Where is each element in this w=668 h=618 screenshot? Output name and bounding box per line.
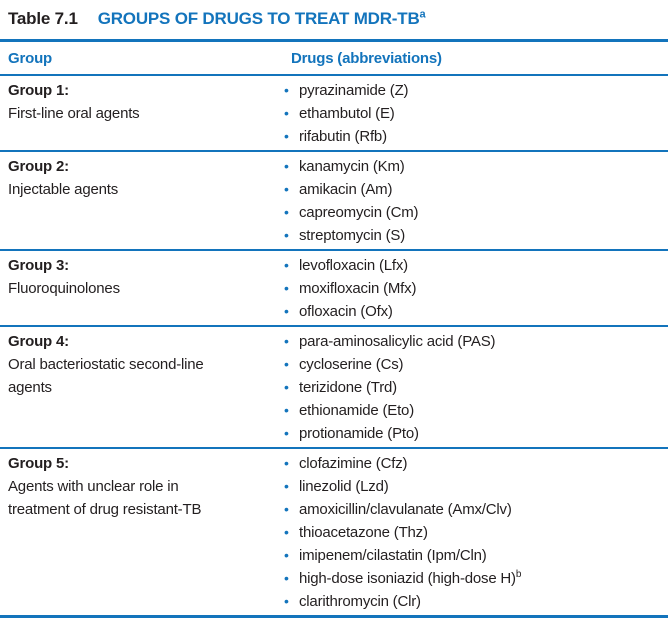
drug-list	[281, 155, 668, 247]
drug-text: para-aminosalicylic acid (PAS)	[299, 333, 496, 350]
drug-text: clarithromycin (Clr)	[299, 593, 421, 610]
drug-text: terizidone (Trd)	[299, 379, 397, 396]
bullet-icon: •	[284, 501, 289, 517]
bullet-icon: •	[284, 478, 289, 494]
group-cell	[0, 254, 281, 323]
drug-text: amikacin (Am)	[299, 181, 393, 198]
group-cell-text	[8, 254, 228, 300]
drug-text: ofloxacin (Ofx)	[299, 303, 393, 320]
bullet-icon: •	[284, 402, 289, 418]
drug-text: thioacetazone (Thz)	[299, 524, 428, 541]
drug-item	[281, 590, 668, 613]
bullet-icon: •	[284, 425, 289, 441]
table-body	[0, 76, 668, 618]
drug-text: protionamide (Pto)	[299, 425, 419, 442]
drug-item	[281, 178, 668, 201]
drug-item	[281, 376, 668, 399]
drug-item	[281, 254, 668, 277]
drug-text: streptomycin (S)	[299, 227, 405, 244]
group-description: First-line oral agents	[8, 105, 140, 122]
drug-list	[281, 79, 668, 148]
drug-text: pyrazinamide (Z)	[299, 82, 409, 99]
bullet-icon: •	[284, 455, 289, 471]
bullet-icon: •	[284, 257, 289, 273]
bullet-icon: •	[284, 593, 289, 609]
table-title-superscript: a	[419, 8, 426, 21]
bullet-icon: •	[284, 128, 289, 144]
drug-text: clofazimine (Cfz)	[299, 455, 408, 472]
bullet-icon: •	[284, 333, 289, 349]
table-title	[98, 9, 426, 28]
drug-item	[281, 102, 668, 125]
table-row	[0, 449, 668, 618]
drug-text: ethionamide (Eto)	[299, 402, 414, 419]
drug-item	[281, 567, 668, 590]
bullet-icon: •	[284, 105, 289, 121]
drug-item	[281, 79, 668, 102]
drug-text: moxifloxacin (Mfx)	[299, 280, 417, 297]
drug-text: high-dose isoniazid (high-dose H)	[299, 570, 516, 587]
column-header-group: Group	[8, 50, 52, 67]
group-description: Oral bacteriostatic second-line agents	[8, 356, 204, 396]
drug-item	[281, 521, 668, 544]
drug-text: linezolid (Lzd)	[299, 478, 389, 495]
group-name: Group 1:	[8, 82, 69, 99]
group-description: Fluoroquinolones	[8, 280, 120, 297]
bullet-icon: •	[284, 570, 289, 586]
drug-item	[281, 330, 668, 353]
table-header-row	[0, 39, 668, 76]
group-name: Group 3:	[8, 257, 69, 274]
group-cell	[0, 79, 281, 148]
drug-item	[281, 475, 668, 498]
drug-list	[281, 452, 668, 613]
bullet-icon: •	[284, 379, 289, 395]
drug-text: cycloserine (Cs)	[299, 356, 404, 373]
drug-text: levofloxacin (Lfx)	[299, 257, 408, 274]
drug-superscript: b	[515, 569, 522, 580]
drug-item	[281, 201, 668, 224]
bullet-icon: •	[284, 227, 289, 243]
group-cell	[0, 330, 281, 445]
table-row	[0, 327, 668, 449]
drug-item	[281, 544, 668, 567]
drug-item	[281, 353, 668, 376]
bullet-icon: •	[284, 204, 289, 220]
group-description: Agents with unclear role in treatment of drug resistant-TB	[8, 478, 202, 518]
drug-item	[281, 452, 668, 475]
bullet-icon: •	[284, 158, 289, 174]
drug-list	[281, 254, 668, 323]
bullet-icon: •	[284, 303, 289, 319]
group-cell	[0, 452, 281, 613]
drug-item	[281, 125, 668, 148]
table-label: Table 7.1	[8, 9, 78, 28]
table-title-text: GROUPS OF DRUGS TO TREAT MDR-TB	[97, 9, 420, 28]
column-header-drugs: Drugs (abbreviations)	[291, 50, 442, 67]
drug-text: imipenem/cilastatin (Ipm/Cln)	[299, 547, 487, 564]
drug-item	[281, 422, 668, 445]
drug-item	[281, 224, 668, 247]
table-row	[0, 76, 668, 152]
group-name: Group 5:	[8, 455, 69, 472]
table-row	[0, 251, 668, 327]
drug-item	[281, 498, 668, 521]
drug-item	[281, 277, 668, 300]
bullet-icon: •	[284, 547, 289, 563]
drug-item	[281, 399, 668, 422]
group-cell	[0, 155, 281, 247]
group-description: Injectable agents	[8, 181, 119, 198]
bullet-icon: •	[284, 524, 289, 540]
group-name: Group 2:	[8, 158, 69, 175]
drug-item	[281, 300, 668, 323]
table-row	[0, 152, 668, 251]
drug-text: amoxicillin/clavulanate (Amx/Clv)	[299, 501, 512, 518]
bullet-icon: •	[284, 181, 289, 197]
drug-list	[281, 330, 668, 445]
group-cell-text	[8, 79, 228, 125]
table-caption	[0, 0, 668, 39]
bullet-icon: •	[284, 280, 289, 296]
group-name: Group 4:	[8, 333, 69, 350]
drug-item	[281, 155, 668, 178]
drug-text: kanamycin (Km)	[299, 158, 405, 175]
drug-text: ethambutol (E)	[299, 105, 395, 122]
group-cell-text	[8, 452, 228, 521]
bullet-icon: •	[284, 356, 289, 372]
group-cell-text	[8, 155, 228, 201]
group-cell-text	[8, 330, 228, 399]
bullet-icon: •	[284, 82, 289, 98]
drug-text: capreomycin (Cm)	[299, 204, 419, 221]
drug-text: rifabutin (Rfb)	[299, 128, 387, 145]
